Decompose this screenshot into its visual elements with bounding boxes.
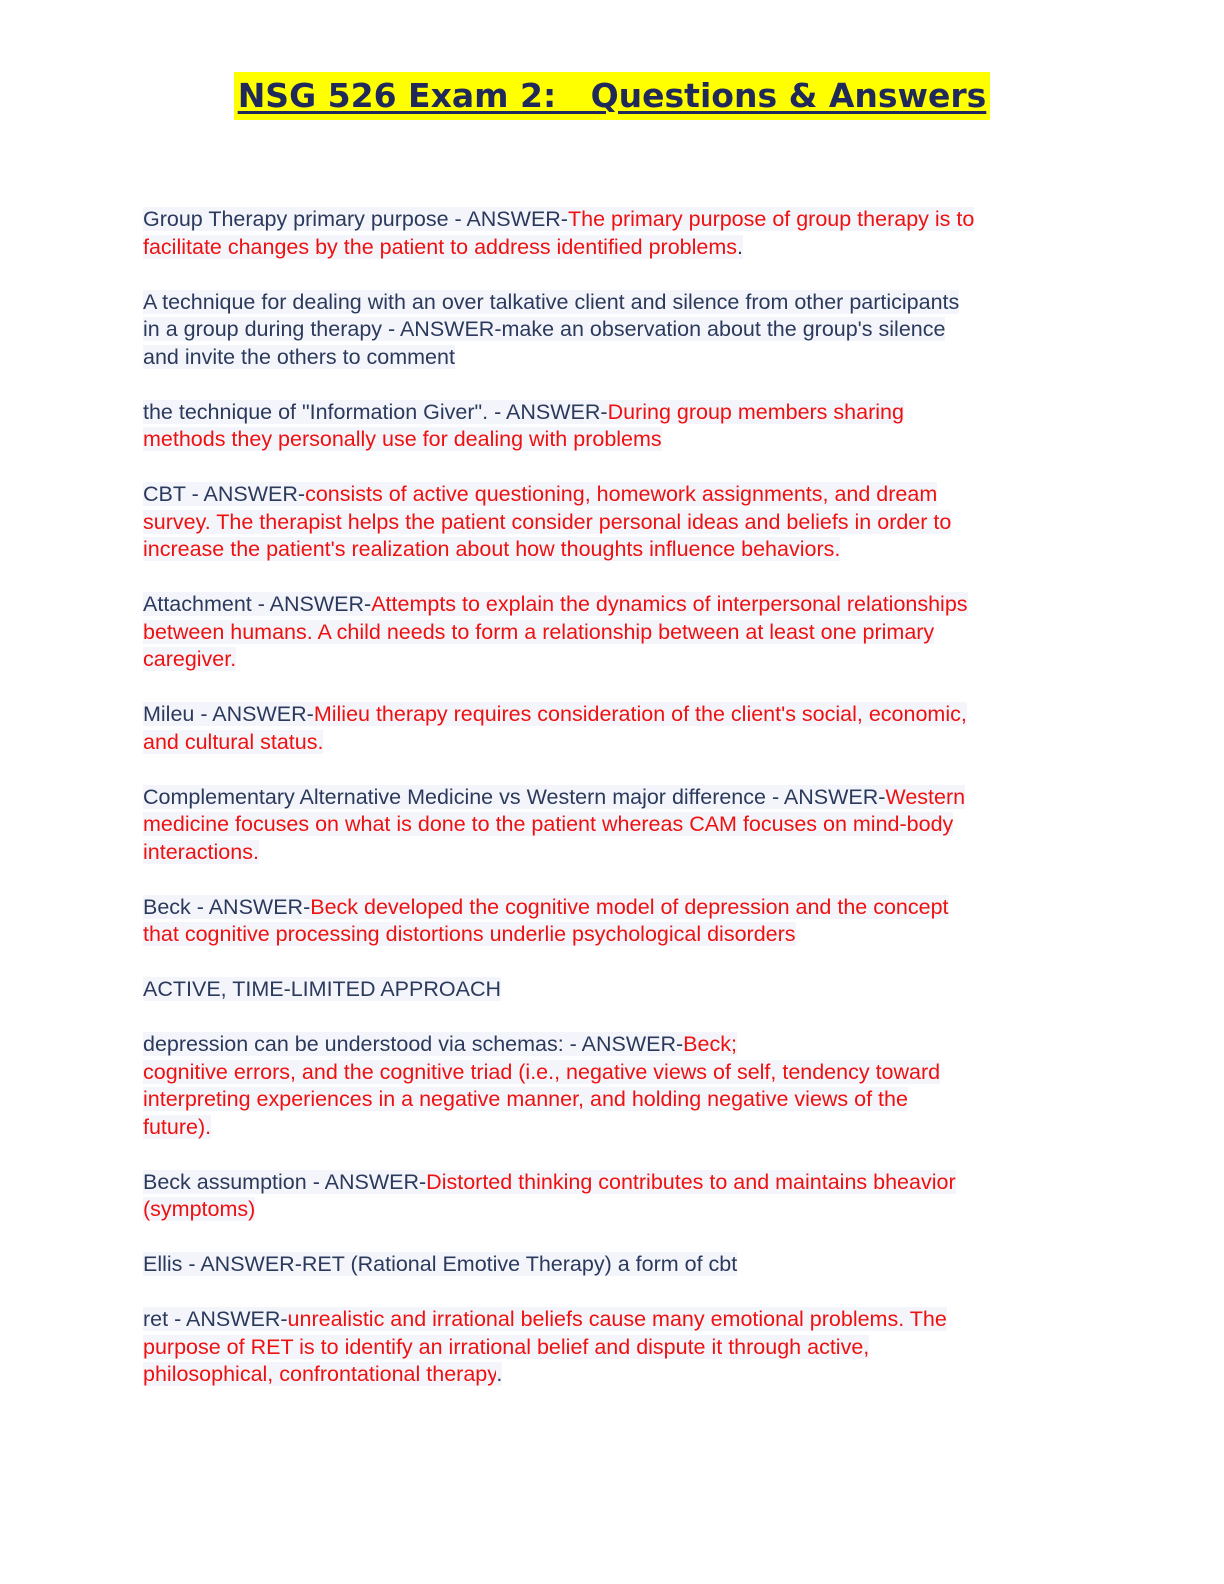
qa-line	[143, 1114, 1073, 1142]
answer-text: During group members sharing	[607, 399, 904, 424]
line-text	[143, 1252, 737, 1276]
line-text	[143, 400, 904, 424]
line-text	[143, 1335, 869, 1359]
answer-text: interpreting experiences in a negative manner, and holding negative views of the	[143, 1087, 908, 1111]
qa-line	[143, 1306, 1073, 1334]
qa-line	[143, 481, 1073, 509]
qa-line	[143, 1251, 1073, 1279]
line-text	[143, 1197, 255, 1221]
line-text	[143, 812, 953, 836]
qa-line	[143, 811, 1073, 839]
qa-entry	[143, 976, 1073, 1004]
qa-line	[143, 1196, 1073, 1224]
line-text	[143, 427, 662, 451]
qa-line	[143, 894, 1073, 922]
line-text	[143, 510, 951, 534]
qa-line	[143, 976, 1073, 1004]
answer-text: facilitate changes by the patient to address identified problems	[143, 234, 738, 259]
line-text	[143, 1362, 502, 1386]
line-text	[143, 785, 965, 809]
question-text: CBT - ANSWER-	[143, 482, 306, 506]
qa-line	[143, 289, 1073, 317]
question-text: ACTIVE, TIME-LIMITED APPROACH	[143, 977, 501, 1001]
qa-line	[143, 234, 1073, 262]
qa-line	[143, 784, 1073, 812]
title-container	[0, 72, 1224, 120]
qa-line	[143, 536, 1073, 564]
line-text	[143, 537, 840, 561]
answer-text: methods they personally use for dealing with problems	[143, 427, 662, 451]
question-text: Complementary Alternative Medicine vs Western major difference - ANSWER-	[143, 784, 886, 809]
line-text	[143, 1307, 947, 1331]
line-text	[143, 235, 743, 259]
answer-text: Distorted thinking contributes to and maintains bheavior	[426, 1169, 956, 1194]
answer-text: that cognitive processing distortions underlie psychological disorders	[143, 922, 796, 946]
qa-line	[143, 1031, 1073, 1059]
qa-entry	[143, 1169, 1073, 1224]
qa-line	[143, 1059, 1073, 1087]
answer-text: between humans. A child needs to form a relationship between at least one primary	[143, 619, 935, 644]
qa-line	[143, 206, 1073, 234]
line-text	[143, 840, 259, 864]
qa-line	[143, 1086, 1073, 1114]
line-text	[143, 317, 945, 341]
question-text: Beck assumption - ANSWER-	[143, 1169, 427, 1194]
qa-line	[143, 1361, 1073, 1389]
question-text: Group Therapy primary purpose - ANSWER-	[143, 207, 568, 231]
line-text	[143, 207, 974, 231]
answer-text: unrealistic and irrational beliefs cause many emotional problems. The	[287, 1307, 947, 1331]
qa-entry	[143, 206, 1073, 261]
answer-text: Beck;	[683, 1032, 737, 1056]
qa-line	[143, 619, 1073, 647]
line-text	[143, 1060, 940, 1084]
question-text: Mileu - ANSWER-	[143, 702, 314, 726]
qa-line	[143, 316, 1073, 344]
qa-entry	[143, 289, 1073, 372]
qa-entry	[143, 1251, 1073, 1279]
answer-text: Attempts to explain the dynamics of interpersonal relationships	[371, 592, 968, 616]
answer-text: medicine focuses on what is done to the patient whereas CAM focuses on mind-body	[143, 812, 954, 836]
question-text: Attachment - ANSWER-	[143, 592, 372, 616]
answer-text: philosophical, confrontational therapy	[143, 1362, 497, 1386]
line-text	[143, 895, 949, 919]
question-text: the technique of "Information Giver". - ANSWER-	[143, 399, 608, 424]
question-text: A technique for dealing with an over talkative client and silence from other participants	[143, 289, 960, 314]
answer-text: future).	[143, 1114, 212, 1139]
question-text: Beck - ANSWER-	[143, 894, 311, 919]
answer-text: Western	[885, 784, 966, 809]
answer-text: caregiver.	[143, 647, 237, 671]
qa-line	[143, 399, 1073, 427]
qa-line	[143, 509, 1073, 537]
line-text	[143, 647, 236, 671]
line-text	[143, 730, 323, 754]
question-text: ret - ANSWER-	[143, 1307, 288, 1331]
qa-entry	[143, 1306, 1073, 1389]
line-text	[143, 1115, 211, 1139]
question-text: .	[496, 1362, 503, 1386]
line-text	[143, 1032, 737, 1056]
qa-line	[143, 701, 1073, 729]
line-text	[143, 922, 796, 946]
line-text	[143, 345, 455, 369]
answer-text: purpose of RET is to identify an irrational belief and dispute it through active,	[143, 1334, 870, 1359]
qa-line	[143, 646, 1073, 674]
question-text: .	[737, 234, 743, 259]
qa-line	[143, 344, 1073, 372]
answer-text: Beck developed the cognitive model of depression and the concept	[310, 894, 949, 919]
answer-text: Milieu therapy requires consideration of the client's social, economic,	[313, 702, 967, 726]
line-text	[143, 1087, 908, 1111]
answer-text: cognitive errors, and the cognitive triad (i.e., negative views of self, tendency toward	[143, 1059, 941, 1084]
answer-text: survey. The therapist helps the patient consider personal ideas and beliefs in order to	[143, 509, 952, 534]
qa-entry	[143, 481, 1073, 564]
line-text	[143, 702, 967, 726]
qa-line	[143, 426, 1073, 454]
page-title: NSG 526 Exam 2: Questions & Answers	[234, 72, 991, 120]
qa-line	[143, 729, 1073, 757]
line-text	[143, 290, 959, 314]
qa-entry	[143, 701, 1073, 756]
qa-entry	[143, 399, 1073, 454]
line-text	[143, 482, 937, 506]
qa-line	[143, 1169, 1073, 1197]
qa-line	[143, 921, 1073, 949]
qa-entry	[143, 591, 1073, 674]
question-text: and invite the others to comment	[143, 344, 455, 369]
answer-text: consists of active questioning, homework assignments, and dream	[305, 482, 938, 506]
answer-text: and cultural status.	[143, 729, 324, 754]
qa-list	[143, 206, 1073, 1416]
qa-entry	[143, 784, 1073, 867]
answer-text: The primary purpose of group therapy is to	[567, 207, 975, 231]
line-text	[143, 1170, 956, 1194]
qa-entry	[143, 894, 1073, 949]
line-text	[143, 592, 968, 616]
qa-line	[143, 591, 1073, 619]
qa-entry	[143, 1031, 1073, 1141]
line-text	[143, 620, 934, 644]
question-text: depression can be understood via schemas: - ANSWER-	[143, 1032, 684, 1056]
answer-text: (symptoms)	[143, 1197, 256, 1221]
qa-line	[143, 1334, 1073, 1362]
answer-text: interactions.	[143, 839, 259, 864]
qa-line	[143, 839, 1073, 867]
line-text	[143, 977, 501, 1001]
question-text: Ellis - ANSWER-RET (Rational Emotive Therapy) a form of cbt	[143, 1252, 738, 1276]
answer-text: increase the patient's realization about how thoughts influence behaviors.	[143, 537, 841, 561]
question-text: in a group during therapy - ANSWER-make an observation about the group's silence	[143, 317, 946, 341]
